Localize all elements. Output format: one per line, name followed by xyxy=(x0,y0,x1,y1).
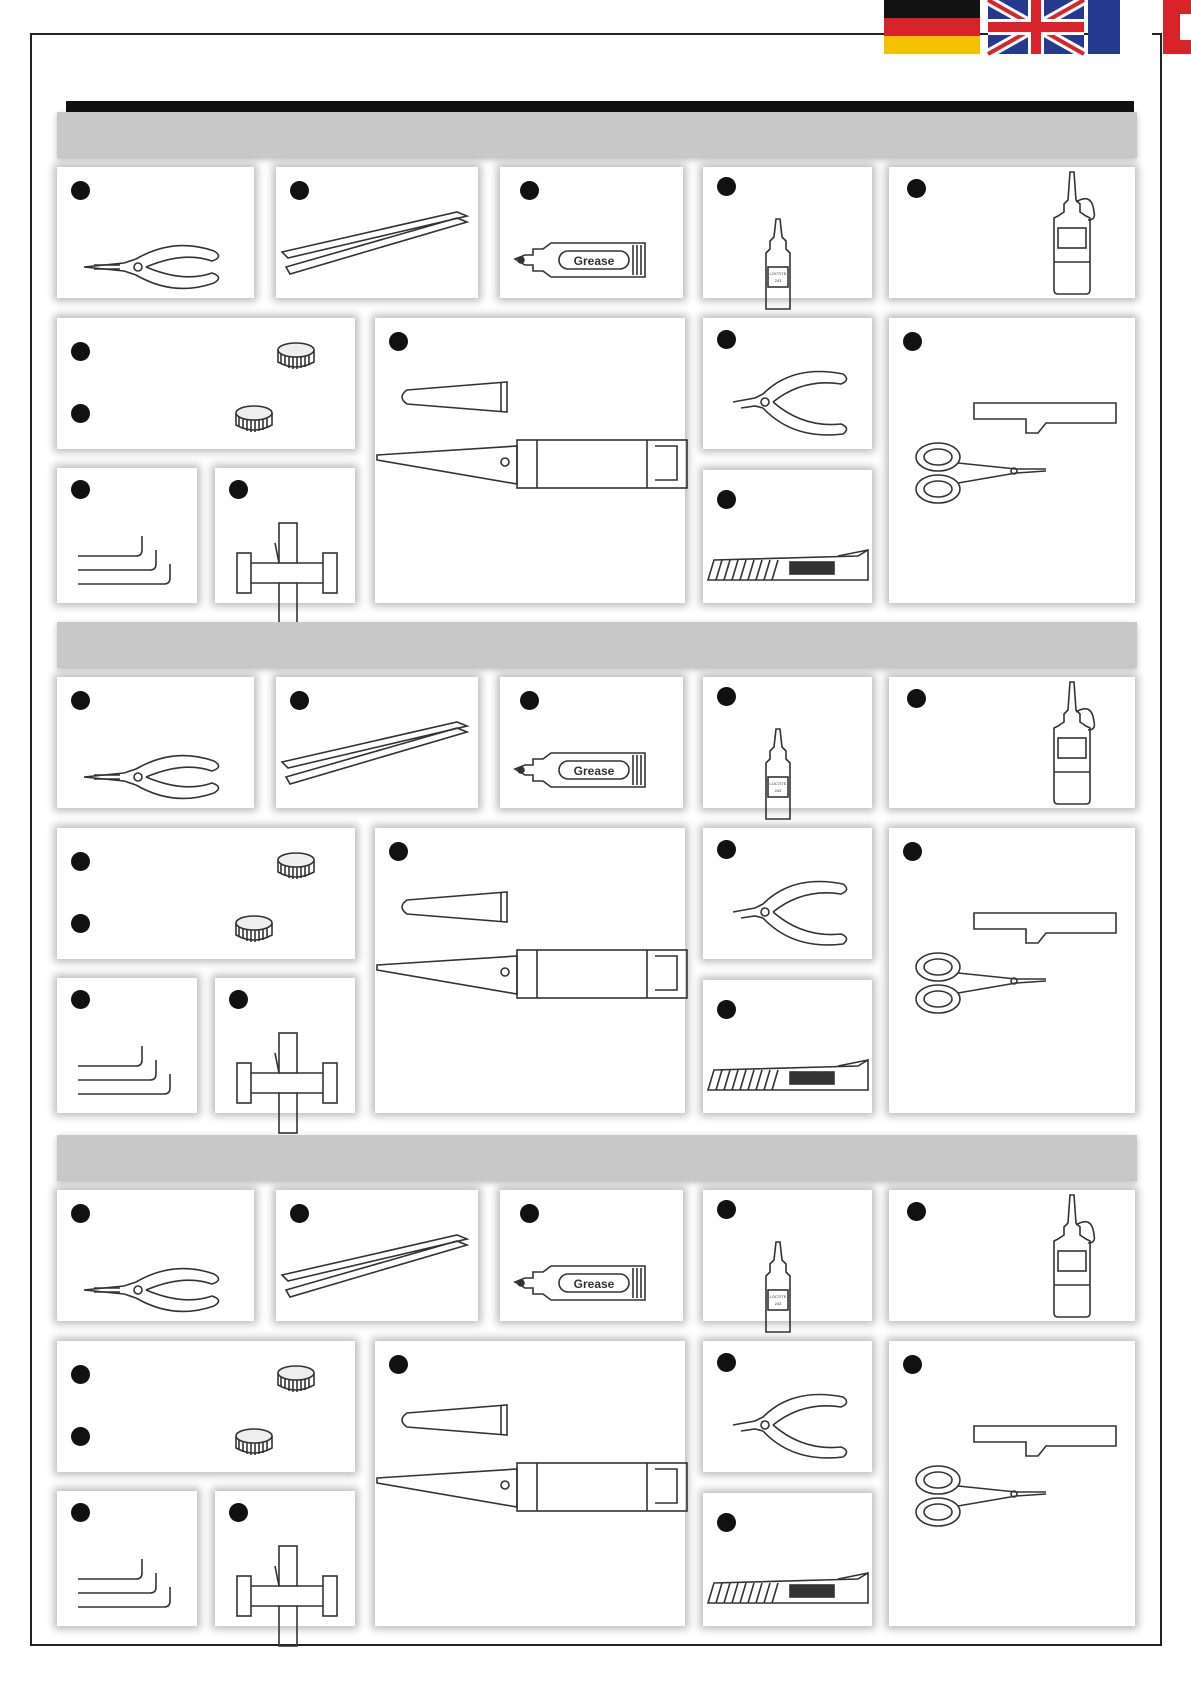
threadlock-card xyxy=(703,677,872,808)
oil-icon xyxy=(1052,682,1096,806)
knife-icon xyxy=(377,380,687,490)
threadlock-label-1: LOCTITE xyxy=(769,271,787,276)
grease-card xyxy=(500,677,683,808)
needle-nose-pliers-card xyxy=(57,167,254,298)
item-marker-dot xyxy=(717,687,736,706)
item-marker-dot xyxy=(71,852,90,871)
item-marker-dot xyxy=(389,842,408,861)
oil-bottle-card xyxy=(889,167,1135,298)
pliers-icon xyxy=(84,747,244,807)
utility-icon xyxy=(708,1060,868,1094)
needle-nose-pliers-card xyxy=(57,1190,254,1321)
item-marker-dot xyxy=(389,332,408,351)
allen-icon xyxy=(78,1559,178,1611)
item-marker-dot xyxy=(229,1503,248,1522)
item-marker-dot xyxy=(903,332,922,351)
language-flags xyxy=(880,0,1191,56)
item-marker-dot xyxy=(290,1204,309,1223)
threadlock-label-2: 243 xyxy=(774,788,782,793)
section-2-header-bar xyxy=(57,622,1137,668)
hobby-knife-card xyxy=(375,1341,685,1626)
cutters-icon xyxy=(733,368,853,440)
scissors-card xyxy=(889,1341,1135,1626)
item-marker-dot xyxy=(71,990,90,1009)
needle-nose-pliers-card xyxy=(57,677,254,808)
item-marker-dot xyxy=(389,1355,408,1374)
cap-icon xyxy=(276,1365,316,1395)
cross-wrench-card xyxy=(215,1491,355,1626)
tweezers-icon xyxy=(282,722,472,792)
cap-icon xyxy=(234,1428,274,1458)
item-marker-dot xyxy=(290,691,309,710)
item-marker-dot xyxy=(717,1200,736,1219)
cap-icon xyxy=(234,405,274,435)
allen-keys-card xyxy=(57,468,197,603)
utility-icon xyxy=(708,1573,868,1607)
scissors-icon xyxy=(916,913,1116,1033)
allen-keys-card xyxy=(57,978,197,1113)
shock-caps-card xyxy=(57,1341,355,1472)
item-marker-dot xyxy=(71,480,90,499)
item-marker-dot xyxy=(290,181,309,200)
allen-icon xyxy=(78,1046,178,1098)
tweezers-card xyxy=(276,167,478,298)
cap-icon xyxy=(276,342,316,372)
allen-keys-card xyxy=(57,1491,197,1626)
threadlock-card xyxy=(703,167,872,298)
item-marker-dot xyxy=(717,490,736,509)
item-marker-dot xyxy=(229,480,248,499)
item-marker-dot xyxy=(717,1513,736,1532)
threadlock-label-2: 243 xyxy=(774,278,782,283)
red-flag-icon[interactable] xyxy=(1163,0,1191,54)
cross-icon xyxy=(237,1546,337,1646)
grease-card xyxy=(500,167,683,298)
item-marker-dot xyxy=(717,330,736,349)
threadlock-icon xyxy=(766,219,794,309)
scissors-card xyxy=(889,318,1135,603)
cross-icon xyxy=(237,1033,337,1133)
cross-icon xyxy=(237,523,337,623)
item-marker-dot xyxy=(903,1355,922,1374)
item-marker-dot xyxy=(717,840,736,859)
threadlock-label-1: LOCTITE xyxy=(769,1294,787,1299)
cap-icon xyxy=(276,852,316,882)
grease-label: Grease xyxy=(573,764,615,778)
cap-icon xyxy=(234,915,274,945)
item-marker-dot xyxy=(520,691,539,710)
item-marker-dot xyxy=(229,990,248,1009)
item-marker-dot xyxy=(71,1503,90,1522)
item-marker-dot xyxy=(71,1365,90,1384)
section-1-header-bar xyxy=(57,112,1137,158)
side-cutters-card xyxy=(703,828,872,959)
tweezers-icon xyxy=(282,1235,472,1305)
scissors-card xyxy=(889,828,1135,1113)
oil-icon xyxy=(1052,172,1096,296)
utility-icon xyxy=(708,550,868,584)
utility-knife-card xyxy=(703,980,872,1113)
item-marker-dot xyxy=(717,1000,736,1019)
shock-caps-card xyxy=(57,828,355,959)
side-cutters-card xyxy=(703,1341,872,1472)
item-marker-dot xyxy=(71,691,90,710)
cross-wrench-card xyxy=(215,468,355,603)
threadlock-label-2: 243 xyxy=(774,1301,782,1306)
item-marker-dot xyxy=(71,404,90,423)
item-marker-dot xyxy=(907,1202,926,1221)
grease-label: Grease xyxy=(573,254,615,268)
header-rule xyxy=(66,101,1134,112)
utility-knife-card xyxy=(703,470,872,603)
allen-icon xyxy=(78,536,178,588)
germany-flag-icon[interactable] xyxy=(884,0,980,54)
grease-card xyxy=(500,1190,683,1321)
scissors-icon xyxy=(916,1426,1116,1546)
grease-icon xyxy=(515,1256,655,1310)
item-marker-dot xyxy=(520,1204,539,1223)
scissors-icon xyxy=(916,403,1116,523)
cross-wrench-card xyxy=(215,978,355,1113)
pliers-icon xyxy=(84,1260,244,1320)
grease-icon xyxy=(515,743,655,797)
threadlock-label-1: LOCTITE xyxy=(769,781,787,786)
side-cutters-card xyxy=(703,318,872,449)
cutters-icon xyxy=(733,1391,853,1463)
utility-knife-card xyxy=(703,1493,872,1626)
item-marker-dot xyxy=(903,842,922,861)
item-marker-dot xyxy=(71,342,90,361)
pliers-icon xyxy=(84,237,244,297)
item-marker-dot xyxy=(717,177,736,196)
item-marker-dot xyxy=(71,181,90,200)
item-marker-dot xyxy=(71,914,90,933)
hobby-knife-card xyxy=(375,318,685,603)
oil-bottle-card xyxy=(889,677,1135,808)
item-marker-dot xyxy=(520,181,539,200)
cutters-icon xyxy=(733,878,853,950)
threadlock-icon xyxy=(766,729,794,819)
hobby-knife-card xyxy=(375,828,685,1113)
knife-icon xyxy=(377,1403,687,1513)
section-3-header-bar xyxy=(57,1135,1137,1181)
threadlock-icon xyxy=(766,1242,794,1332)
item-marker-dot xyxy=(71,1427,90,1446)
item-marker-dot xyxy=(907,179,926,198)
item-marker-dot xyxy=(71,1204,90,1223)
shock-caps-card xyxy=(57,318,355,449)
knife-icon xyxy=(377,890,687,1000)
uk-flag-icon[interactable] xyxy=(988,0,1084,54)
france-flag-icon[interactable] xyxy=(1088,0,1152,54)
item-marker-dot xyxy=(907,689,926,708)
tweezers-icon xyxy=(282,212,472,282)
grease-icon xyxy=(515,233,655,287)
tweezers-card xyxy=(276,677,478,808)
threadlock-card xyxy=(703,1190,872,1321)
oil-bottle-card xyxy=(889,1190,1135,1321)
item-marker-dot xyxy=(717,1353,736,1372)
tweezers-card xyxy=(276,1190,478,1321)
grease-label: Grease xyxy=(573,1277,615,1291)
oil-icon xyxy=(1052,1195,1096,1319)
